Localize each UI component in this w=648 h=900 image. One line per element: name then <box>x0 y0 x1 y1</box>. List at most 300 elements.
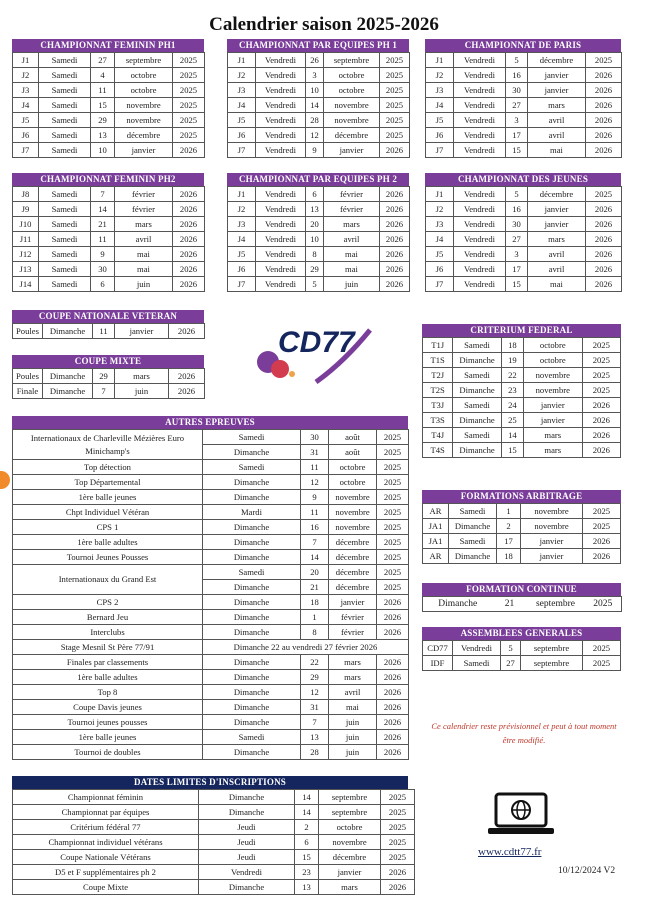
table-row <box>13 187 205 202</box>
table-cell: 2025 <box>377 520 409 535</box>
table-cell: 2025 <box>380 98 410 113</box>
table-cell: Dimanche <box>453 353 501 368</box>
table-cell: Vendredi <box>256 68 306 83</box>
table-cell: 2025 <box>582 383 620 398</box>
table-row <box>228 113 410 128</box>
table-row <box>13 384 205 399</box>
table-cell: 2026 <box>169 369 205 384</box>
table-row <box>423 398 621 413</box>
table-cell: 20 <box>306 217 324 232</box>
table-row <box>423 353 621 368</box>
table-cell: février <box>329 610 377 625</box>
table-cell: 21 <box>301 580 329 595</box>
table-cell: novembre <box>115 113 173 128</box>
table-header: FORMATION CONTINUE <box>422 583 621 596</box>
table-cell: janvier <box>115 143 173 158</box>
table-cell: Vendredi <box>454 113 506 128</box>
table-cell: 31 <box>301 445 329 460</box>
table-row <box>426 143 622 158</box>
table-cell: Samedi <box>39 83 91 98</box>
table-cell: 28 <box>306 113 324 128</box>
table-cell: mai <box>329 700 377 715</box>
table-cell: 2026 <box>380 277 410 292</box>
table-cell: Coupe Mixte <box>13 880 199 895</box>
table-row <box>228 53 410 68</box>
table-cell: Coupe Nationale Vétérans <box>13 850 199 865</box>
table-cell: 10 <box>306 232 324 247</box>
table-cell: T1J <box>423 338 453 353</box>
table-cell: 2025 <box>377 550 409 565</box>
table-cell: 19 <box>501 353 523 368</box>
table-cell: mai <box>324 262 380 277</box>
table-cell: 18 <box>497 549 521 564</box>
table-cell: 9 <box>301 490 329 505</box>
table-cell: 6 <box>91 277 115 292</box>
table-cell: Samedi <box>39 247 91 262</box>
championnat-de-paris <box>425 39 621 158</box>
table-cell: 2025 <box>377 565 409 580</box>
event-name: CPS 2 <box>13 595 203 610</box>
table-cell: Critérium fédéral 77 <box>13 820 199 835</box>
table-cell: 2026 <box>173 143 205 158</box>
table-cell: J13 <box>13 262 39 277</box>
table-cell: Dimanche <box>199 805 295 820</box>
table-row <box>426 232 622 247</box>
table-cell: J9 <box>13 202 39 217</box>
table-cell: janvier <box>528 68 586 83</box>
table-cell: décembre <box>528 53 586 68</box>
table-cell: Dimanche <box>43 384 93 399</box>
table-row <box>423 656 621 671</box>
event-name: Tournoi de doubles <box>13 745 203 760</box>
table-cell: Samedi <box>39 113 91 128</box>
table-cell: Samedi <box>39 217 91 232</box>
table-cell: J4 <box>13 98 39 113</box>
table-cell: janvier <box>528 202 586 217</box>
table-cell: Vendredi <box>454 232 506 247</box>
table-cell: mars <box>329 655 377 670</box>
table-header: CHAMPIONNAT FEMININ PH1 <box>12 39 204 52</box>
table-row <box>13 324 205 339</box>
table-cell: 2 <box>295 820 319 835</box>
table-cell: J1 <box>228 187 256 202</box>
table-row <box>228 277 410 292</box>
table-cell: Dimanche <box>449 549 497 564</box>
table-cell: septembre <box>324 53 380 68</box>
table-cell: 30 <box>301 430 329 445</box>
table-cell: Samedi <box>453 398 501 413</box>
table-cell: 2026 <box>586 83 622 98</box>
table-cell: 2025 <box>380 113 410 128</box>
table-cell: décembre <box>329 550 377 565</box>
table-cell: J7 <box>13 143 39 158</box>
table-cell: Vendredi <box>453 641 501 656</box>
table-cell: 22 <box>301 655 329 670</box>
table-cell: T3S <box>423 413 453 428</box>
table-cell: 17 <box>497 534 521 549</box>
table-cell: 2026 <box>173 217 205 232</box>
table-cell: 2026 <box>377 700 409 715</box>
table-cell: décembre <box>319 850 381 865</box>
table-cell: mai <box>115 262 173 277</box>
table-cell: 2025 <box>381 820 415 835</box>
table-cell: Vendredi <box>256 98 306 113</box>
table-cell: 11 <box>91 232 115 247</box>
table-header: CHAMPIONNAT DE PARIS <box>425 39 621 52</box>
table-cell: J2 <box>228 202 256 217</box>
table-cell: 2026 <box>173 277 205 292</box>
table-cell: 2026 <box>377 730 409 745</box>
table-cell: J6 <box>228 262 256 277</box>
table-cell: 26 <box>306 53 324 68</box>
table-cell: 13 <box>306 202 324 217</box>
cd77-logo <box>248 322 378 386</box>
table-row <box>228 187 410 202</box>
table-cell: juin <box>329 745 377 760</box>
table-cell: mars <box>324 217 380 232</box>
table-cell: Dimanche <box>203 475 301 490</box>
table-cell: 27 <box>506 98 528 113</box>
table-cell: Jeudi <box>199 820 295 835</box>
table-header: COUPE NATIONALE VETERAN <box>12 310 204 323</box>
table-cell: 2025 <box>173 113 205 128</box>
table-cell: T2S <box>423 383 453 398</box>
table-header: ASSEMBLEES GENERALES <box>422 627 621 640</box>
table-cell: IDF <box>423 656 453 671</box>
table-cell: 29 <box>301 670 329 685</box>
table-cell: 24 <box>501 398 523 413</box>
table-row <box>13 610 409 625</box>
table-cell: 2025 <box>583 519 621 534</box>
table-cell: J6 <box>13 128 39 143</box>
table-cell: juin <box>324 277 380 292</box>
table-cell: CD77 <box>423 641 453 656</box>
table-cell: J5 <box>228 113 256 128</box>
table-cell: 2026 <box>173 232 205 247</box>
table-cell: Dimanche <box>199 880 295 895</box>
table-row <box>228 83 410 98</box>
table-header: CHAMPIONNAT PAR EQUIPES PH 2 <box>227 173 409 186</box>
table-cell: Dimanche <box>203 580 301 595</box>
table-cell: 21 <box>91 217 115 232</box>
table-cell: octobre <box>524 353 583 368</box>
table-row <box>228 128 410 143</box>
table-cell: Mardi <box>203 505 301 520</box>
table-cell: 20 <box>301 565 329 580</box>
table-cell: 2025 <box>582 338 620 353</box>
table-cell: 2026 <box>173 262 205 277</box>
table-cell: décembre <box>115 128 173 143</box>
table-cell: 2026 <box>377 610 409 625</box>
table-row <box>228 217 410 232</box>
table-cell: 2025 <box>377 460 409 475</box>
table-cell: Samedi <box>203 565 301 580</box>
table-cell: 9 <box>91 247 115 262</box>
table-cell: septembre <box>535 599 576 609</box>
table-cell: 2025 <box>586 53 622 68</box>
event-name: 1ère balle jeunes <box>13 730 203 745</box>
table-cell: J2 <box>426 68 454 83</box>
table-row <box>13 670 409 685</box>
table-cell: Vendredi <box>256 53 306 68</box>
version-label: 10/12/2024 V2 <box>558 866 616 876</box>
event-name: Chpt Individuel Vétéran <box>13 505 203 520</box>
table-cell: 2025 <box>381 790 415 805</box>
table-cell: J4 <box>426 232 454 247</box>
table-cell: avril <box>528 128 586 143</box>
table-cell: J5 <box>13 113 39 128</box>
table-cell: Vendredi <box>199 865 295 880</box>
table-row <box>13 820 415 835</box>
table-cell: Dimanche <box>203 445 301 460</box>
table-cell: Samedi <box>449 504 497 519</box>
table-cell: août <box>329 430 377 445</box>
event-name: Stage Mesnil St Père 77/91 <box>13 640 203 655</box>
table-cell: septembre <box>115 53 173 68</box>
table-cell: mars <box>528 232 586 247</box>
table-cell: Samedi <box>203 460 301 475</box>
table-cell: J7 <box>426 143 454 158</box>
table-cell: 8 <box>306 247 324 262</box>
table-cell: Dimanche <box>203 655 301 670</box>
table-cell: 2025 <box>583 504 621 519</box>
table-cell: 11 <box>93 324 115 339</box>
table-row <box>13 53 205 68</box>
table-cell: Samedi <box>39 143 91 158</box>
table-cell: J4 <box>426 98 454 113</box>
championnat-equipes-ph1 <box>227 39 409 158</box>
table-cell: 1 <box>497 504 521 519</box>
table-cell: 15 <box>91 98 115 113</box>
table-cell: JA1 <box>423 519 449 534</box>
table-cell: mai <box>528 143 586 158</box>
table-cell: Samedi <box>453 656 501 671</box>
table-cell: janvier <box>528 83 586 98</box>
table-cell: Samedi <box>453 428 501 443</box>
table-cell: 5 <box>506 187 528 202</box>
table-cell: Dimanche <box>203 610 301 625</box>
table-cell: 5 <box>506 53 528 68</box>
table-row <box>423 443 621 458</box>
disclaimer-note: Ce calendrier reste prévisionnel et peut à tout moment être modifié. <box>431 721 617 745</box>
table-cell: avril <box>324 232 380 247</box>
table-cell: 27 <box>501 656 521 671</box>
table-cell: octobre <box>319 820 381 835</box>
table-row <box>13 880 415 895</box>
table-cell: J6 <box>426 262 454 277</box>
table-row <box>13 655 409 670</box>
table-row <box>423 383 621 398</box>
table-cell: 2026 <box>583 549 621 564</box>
table-cell: Dimanche <box>203 550 301 565</box>
table-cell: décembre <box>329 565 377 580</box>
table-cell: Samedi <box>39 232 91 247</box>
table-cell: 23 <box>295 865 319 880</box>
table-cell: Vendredi <box>256 113 306 128</box>
table-cell: Samedi <box>39 187 91 202</box>
event-name: Interclubs <box>13 625 203 640</box>
table-cell: Dimanche <box>203 535 301 550</box>
table-cell: novembre <box>524 368 583 383</box>
table-cell: décembre <box>324 128 380 143</box>
table-cell: Vendredi <box>454 262 506 277</box>
table-cell: novembre <box>521 504 583 519</box>
table-cell: AR <box>423 504 449 519</box>
table-cell: Dimanche <box>43 369 93 384</box>
championnat-des-jeunes <box>425 173 621 292</box>
table-cell: Samedi <box>39 277 91 292</box>
table-cell: février <box>324 202 380 217</box>
table-cell: Dimanche <box>453 383 501 398</box>
table-cell: 14 <box>301 550 329 565</box>
table-cell: Vendredi <box>256 83 306 98</box>
table-cell: 2026 <box>377 715 409 730</box>
table-cell: janvier <box>319 865 381 880</box>
table-cell: Dimanche <box>203 520 301 535</box>
table-cell: Vendredi <box>256 143 306 158</box>
table-cell: février <box>115 187 173 202</box>
table-cell: Dimanche <box>203 670 301 685</box>
table-cell: J7 <box>426 277 454 292</box>
table-cell: décembre <box>329 580 377 595</box>
table-cell: 3 <box>506 247 528 262</box>
table-row <box>13 143 205 158</box>
event-name: Top Départemental <box>13 475 203 490</box>
table-cell: J1 <box>426 187 454 202</box>
table-cell: 2025 <box>582 353 620 368</box>
table-row <box>13 262 205 277</box>
table-cell: J5 <box>426 113 454 128</box>
table-row <box>426 202 622 217</box>
table-cell: Vendredi <box>256 187 306 202</box>
table-cell: 7 <box>301 535 329 550</box>
event-name: Internationaux de Charleville Mézières Euro Minichamp's <box>13 430 203 460</box>
table-cell: 30 <box>91 262 115 277</box>
table-cell: Dimanche <box>203 625 301 640</box>
table-cell: janvier <box>115 324 169 339</box>
table-cell: mars <box>319 880 381 895</box>
table-row <box>426 83 622 98</box>
table-cell: Dimanche <box>203 700 301 715</box>
table-row <box>13 835 415 850</box>
table-cell: Vendredi <box>454 247 506 262</box>
event-name: Bernard Jeu <box>13 610 203 625</box>
table-cell: 9 <box>306 143 324 158</box>
table-cell: Dimanche <box>438 599 478 609</box>
table-row <box>426 98 622 113</box>
table-cell: 12 <box>301 685 329 700</box>
table-cell: 2026 <box>377 625 409 640</box>
table-cell: 22 <box>501 368 523 383</box>
table-row <box>423 519 621 534</box>
table-row <box>13 277 205 292</box>
table-cell: Samedi <box>203 430 301 445</box>
table-cell: 2026 <box>586 128 622 143</box>
website-link[interactable]: www.cdtt77.fr <box>478 846 542 858</box>
table-cell: 2025 <box>381 850 415 865</box>
table-cell: Samedi <box>39 98 91 113</box>
table-cell: mars <box>524 428 583 443</box>
table-cell: 2026 <box>586 68 622 83</box>
logo-text: CD77 <box>278 326 355 359</box>
table-cell: Poules <box>13 369 43 384</box>
table-cell: 1 <box>301 610 329 625</box>
table-cell: 2025 <box>381 805 415 820</box>
table-cell: 2026 <box>583 534 621 549</box>
formation-continue <box>422 583 621 612</box>
table-cell: T1S <box>423 353 453 368</box>
table-cell: décembre <box>528 187 586 202</box>
table-cell: Vendredi <box>454 143 506 158</box>
table-row <box>13 745 409 760</box>
table-row <box>423 549 621 564</box>
table-cell: 2025 <box>583 641 621 656</box>
table-cell: Vendredi <box>454 187 506 202</box>
table-cell: 10 <box>91 143 115 158</box>
table-row <box>426 217 622 232</box>
table-cell: 30 <box>506 217 528 232</box>
table-row <box>228 68 410 83</box>
table-row <box>13 865 415 880</box>
table-row <box>13 247 205 262</box>
table-cell: juin <box>329 715 377 730</box>
table-row <box>13 520 409 535</box>
table-cell: 2026 <box>173 187 205 202</box>
table-row <box>228 262 410 277</box>
table-cell: mai <box>324 247 380 262</box>
table-cell: 2025 <box>173 53 205 68</box>
table-cell: Vendredi <box>454 68 506 83</box>
event-name: 1ère balle jeunes <box>13 490 203 505</box>
table-cell: 2025 <box>582 368 620 383</box>
table-row <box>13 700 409 715</box>
table-cell: Samedi <box>39 68 91 83</box>
table-cell: 14 <box>91 202 115 217</box>
table-cell: 2025 <box>377 505 409 520</box>
table-cell: 2026 <box>380 143 410 158</box>
table-cell: 6 <box>306 187 324 202</box>
table-cell: 7 <box>91 187 115 202</box>
table-cell: Finale <box>13 384 43 399</box>
table-cell: 2026 <box>377 655 409 670</box>
table-cell: Championnat féminin <box>13 790 199 805</box>
table-row <box>423 428 621 443</box>
table-cell: janvier <box>524 398 583 413</box>
table-cell: 2026 <box>582 398 620 413</box>
table-row <box>423 504 621 519</box>
table-row <box>423 413 621 428</box>
table-cell: 2026 <box>586 247 622 262</box>
table-cell: 7 <box>301 715 329 730</box>
table-row <box>426 68 622 83</box>
table-cell: Samedi <box>449 534 497 549</box>
table-cell: J4 <box>228 232 256 247</box>
table-cell: janvier <box>521 534 583 549</box>
table-cell: J6 <box>228 128 256 143</box>
table-cell: 15 <box>295 850 319 865</box>
table-cell: J1 <box>13 53 39 68</box>
table-cell: 12 <box>301 475 329 490</box>
table-cell: 2025 <box>583 656 621 671</box>
table-cell: 13 <box>301 730 329 745</box>
event-name: Internationaux du Grand Est <box>13 565 203 595</box>
table-cell: janvier <box>524 413 583 428</box>
table-cell: 5 <box>306 277 324 292</box>
table-cell: Vendredi <box>454 83 506 98</box>
table-cell: J3 <box>426 217 454 232</box>
event-date-span: Dimanche 22 au vendredi 27 février 2026 <box>203 640 409 655</box>
table-row <box>426 113 622 128</box>
